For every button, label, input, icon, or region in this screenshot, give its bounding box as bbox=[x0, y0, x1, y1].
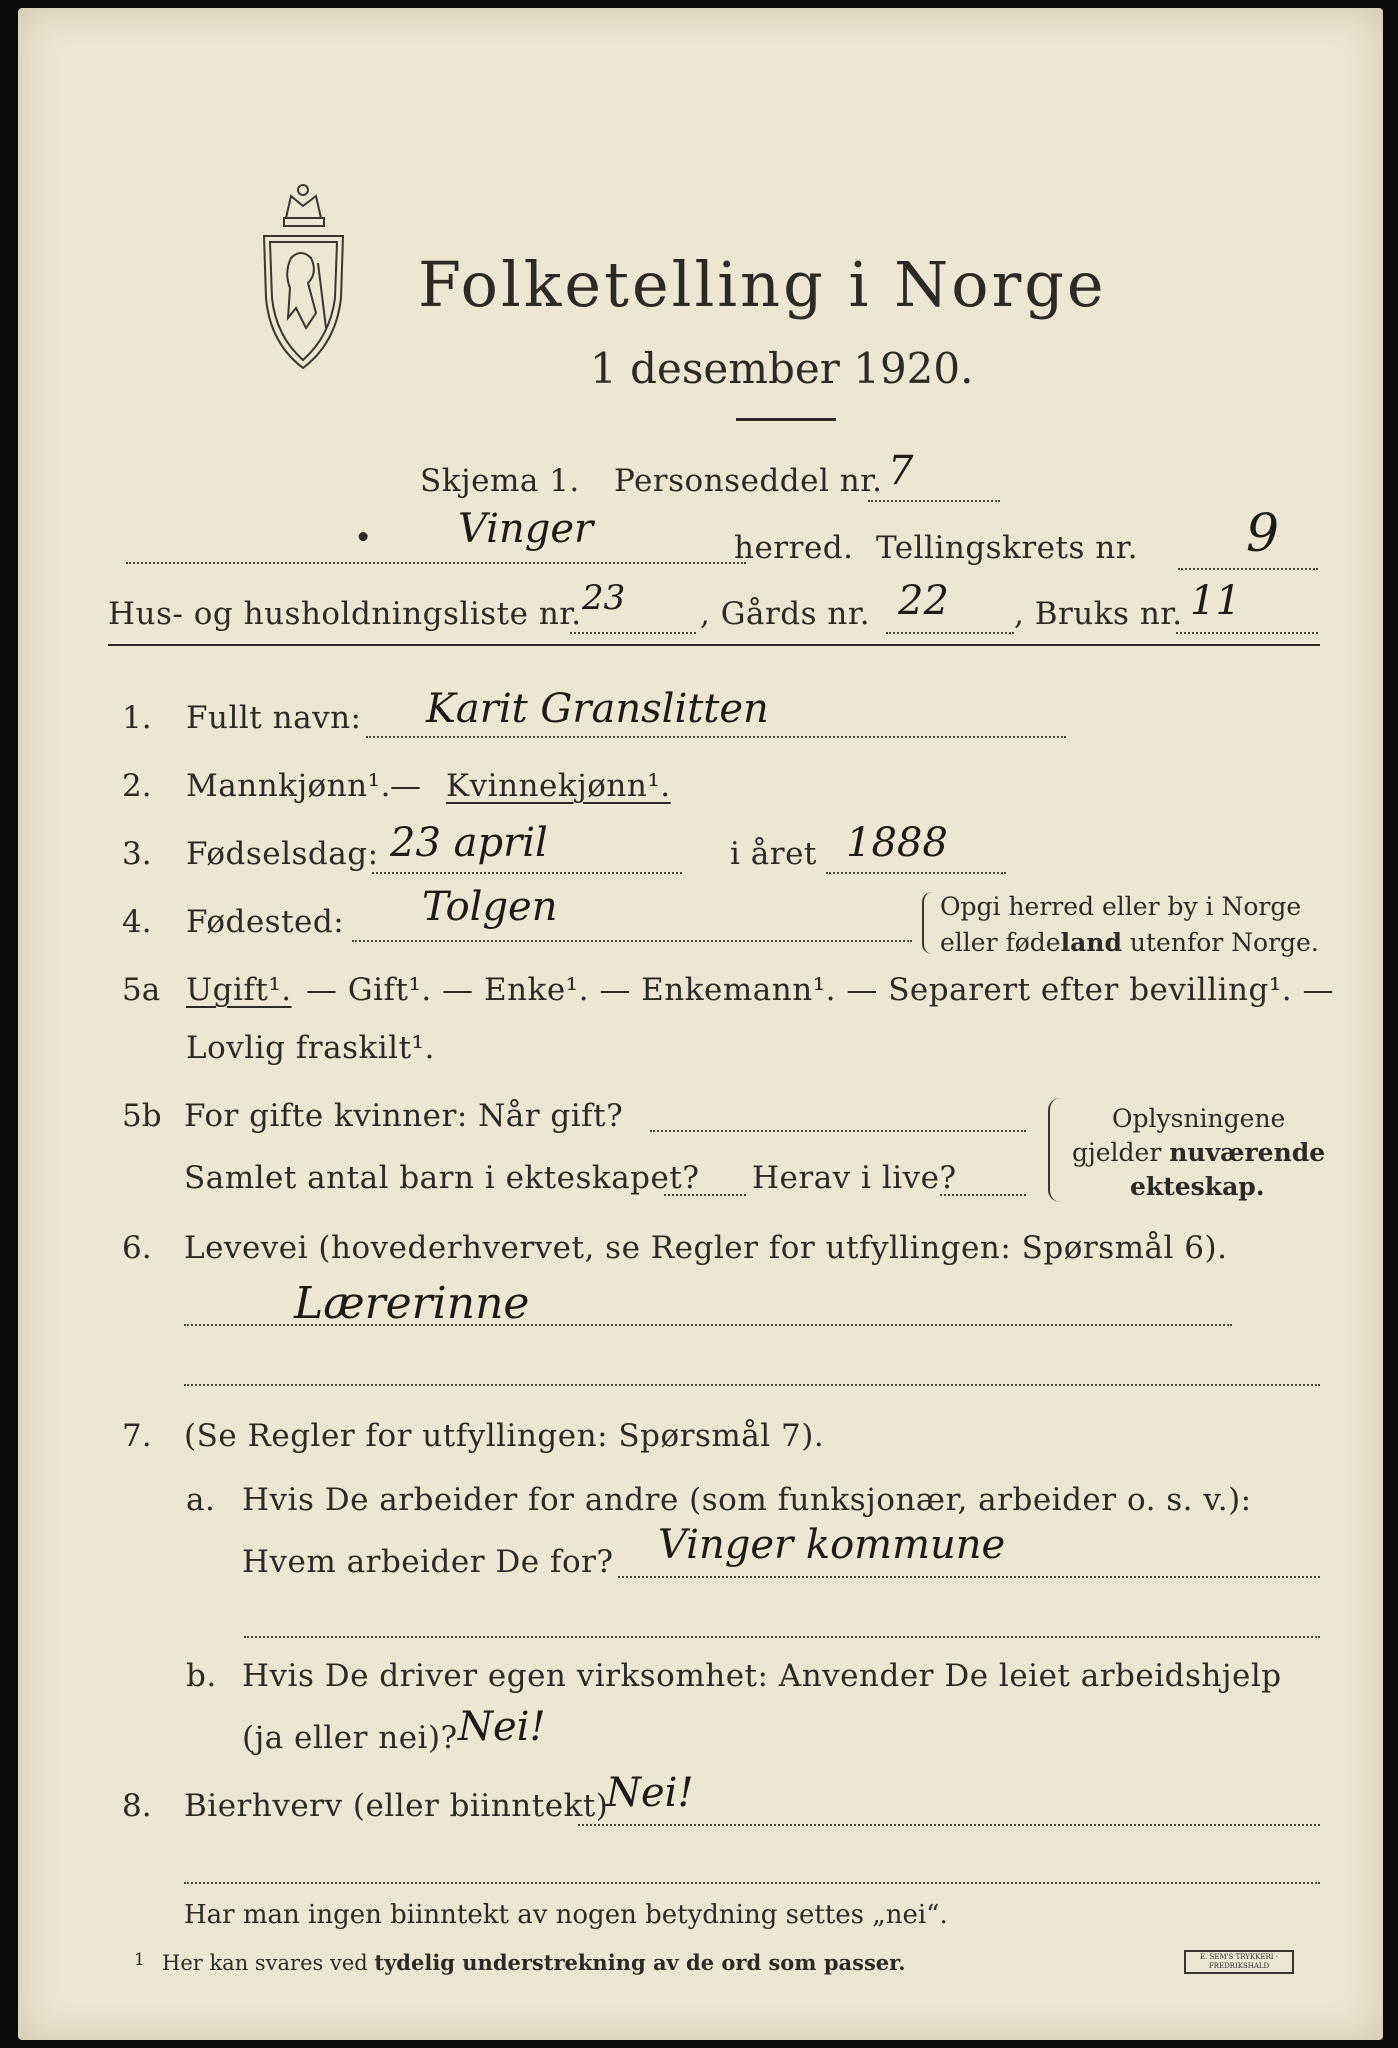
census-form-page bbox=[18, 8, 1383, 2040]
hus-value: 23 bbox=[582, 578, 626, 618]
q5b-note2: gjelder nuværende bbox=[1072, 1138, 1326, 1167]
q3-line bbox=[372, 872, 682, 874]
q5b-note3: ekteskap. bbox=[1130, 1172, 1265, 1201]
q1-value: Karit Granslitten bbox=[426, 686, 769, 732]
bruks-line bbox=[1176, 632, 1318, 634]
q5b-line3 bbox=[940, 1194, 1026, 1196]
q5a-options: — Gift¹. — Enke¹. — Enkemann¹. — Separert efter bevilling¹. — bbox=[306, 972, 1334, 1008]
q7a-letter: a. bbox=[186, 1482, 216, 1518]
q3-label: Fødselsdag: bbox=[186, 836, 379, 872]
q3-number: 3. bbox=[122, 836, 152, 872]
form-title: Folketelling i Norge bbox=[418, 248, 1107, 321]
q4-brace bbox=[922, 892, 932, 954]
krets-label: Tellingskrets nr. bbox=[876, 530, 1138, 566]
q5b-number: 5b bbox=[122, 1098, 162, 1134]
q3-year-label: i året bbox=[730, 836, 817, 872]
q4-line bbox=[352, 940, 912, 942]
census-date: 1 desember 1920. bbox=[590, 344, 974, 393]
person-nr-line bbox=[868, 500, 1000, 502]
bruks-label: , Bruks nr. bbox=[1014, 596, 1183, 632]
krets-value: 9 bbox=[1246, 504, 1280, 564]
q6-line1 bbox=[184, 1324, 1232, 1326]
q5b-line1 bbox=[650, 1130, 1026, 1132]
q5a-number: 5a bbox=[122, 972, 161, 1008]
q8-label: Bierhverv (eller biinntekt) bbox=[184, 1788, 609, 1824]
q8-line bbox=[578, 1824, 1320, 1826]
q1-line bbox=[366, 736, 1066, 738]
person-nr-value: 7 bbox=[888, 448, 914, 494]
q4-label: Fødested: bbox=[186, 904, 345, 940]
gards-line bbox=[886, 632, 1014, 634]
gards-value: 22 bbox=[898, 578, 949, 624]
herred-value: Vinger bbox=[458, 506, 594, 552]
q7a-value: Vinger kommune bbox=[658, 1522, 1006, 1568]
footer-note: Har man ingen biinntekt av nogen betydning settes „nei“. bbox=[184, 1900, 948, 1930]
q8-extra-line bbox=[184, 1882, 1320, 1884]
q1-number: 1. bbox=[122, 700, 152, 736]
q7a-answer-line bbox=[618, 1576, 1320, 1578]
q7b-letter: b. bbox=[186, 1658, 217, 1694]
gards-label: , Gårds nr. bbox=[700, 596, 871, 632]
q5b-brace bbox=[1048, 1098, 1060, 1202]
printer-stamp: E. SEM'S TRYKKERI · FREDRIKSHALD bbox=[1184, 1950, 1294, 1974]
hus-label: Hus- og husholdningsliste nr. bbox=[108, 596, 582, 632]
q5a-line2: Lovlig fraskilt¹. bbox=[186, 1030, 435, 1066]
q5b-note1: Oplysningene bbox=[1112, 1104, 1286, 1133]
q3-year-value: 1888 bbox=[846, 820, 948, 866]
q7a-line2: Hvem arbeider De for? bbox=[242, 1544, 614, 1580]
q5b-line2 bbox=[664, 1194, 746, 1196]
q1-label: Fullt navn: bbox=[186, 700, 362, 736]
person-label: Personseddel nr. bbox=[614, 463, 883, 499]
q5b-label: For gifte kvinner: Når gift? bbox=[184, 1098, 624, 1134]
herred-line bbox=[126, 562, 746, 564]
krets-line bbox=[1178, 568, 1318, 570]
schema-label: Skjema 1. bbox=[420, 463, 580, 499]
header-rule bbox=[108, 644, 1320, 646]
q3-value: 23 april bbox=[390, 820, 548, 866]
q5b-label2: Samlet antal barn i ekteskapet? bbox=[184, 1160, 700, 1196]
q6-number: 6. bbox=[122, 1230, 152, 1266]
q2-male: Mannkjønn¹. bbox=[186, 768, 391, 804]
footnote-text: Her kan svares ved tydelig understrekning av de ord som passer. bbox=[162, 1950, 906, 1975]
footnote-number: 1 bbox=[134, 1950, 145, 1970]
q7-number: 7. bbox=[122, 1418, 152, 1454]
q2-female-underlined: Kvinnekjønn¹. bbox=[446, 768, 671, 804]
q7b-value: Nei! bbox=[458, 1704, 546, 1750]
q6-value: Lærerinne bbox=[294, 1278, 530, 1329]
q4-number: 4. bbox=[122, 904, 152, 940]
herred-label: herred. bbox=[734, 530, 854, 566]
q4-note-line1: Opgi herred eller by i Norge bbox=[940, 892, 1302, 921]
q7b-line2: (ja eller nei)? bbox=[242, 1720, 458, 1756]
q7-label: (Se Regler for utfyllingen: Spørsmål 7). bbox=[184, 1418, 825, 1454]
q8-value: Nei! bbox=[606, 1770, 694, 1816]
q7a-line1: Hvis De arbeider for andre (som funksjonær, arbeider o. s. v.): bbox=[242, 1482, 1252, 1518]
hus-line bbox=[570, 632, 696, 634]
q3-year-line bbox=[826, 872, 1006, 874]
q7b-line1: Hvis De driver egen virksomhet: Anvender De leiet arbeidshjelp bbox=[242, 1658, 1282, 1694]
coat-of-arms-icon bbox=[256, 178, 351, 378]
q2-separator: — bbox=[390, 768, 422, 804]
bruks-value: 11 bbox=[1190, 578, 1241, 624]
q6-line2 bbox=[184, 1384, 1320, 1386]
q8-number: 8. bbox=[122, 1788, 152, 1824]
q4-value: Tolgen bbox=[422, 884, 558, 930]
title-divider bbox=[736, 418, 836, 421]
q7a-extra-line bbox=[244, 1636, 1320, 1638]
q2-number: 2. bbox=[122, 768, 152, 804]
herred-dot: • bbox=[354, 520, 373, 556]
q6-label: Levevei (hovederhvervet, se Regler for utfyllingen: Spørsmål 6). bbox=[184, 1230, 1228, 1266]
q4-note-line2: eller fødeland utenfor Norge. bbox=[940, 928, 1319, 957]
q5a-ugift-underlined: Ugift¹. bbox=[186, 972, 292, 1008]
q5b-label3: Herav i live? bbox=[752, 1160, 957, 1196]
